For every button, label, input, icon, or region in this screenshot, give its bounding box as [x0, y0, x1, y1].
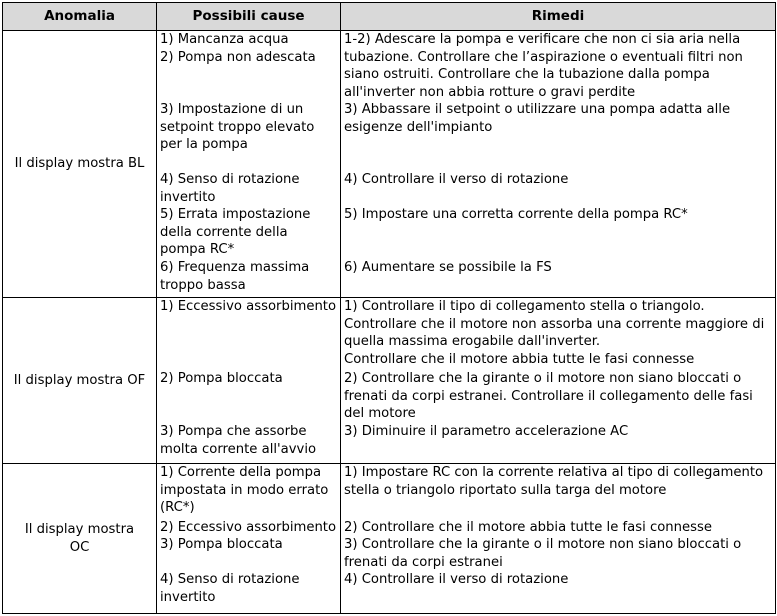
cause-item: 4) Senso di rotazione invertito [160, 572, 300, 605]
remedy-item: 4) Controllare il verso di rotazione [344, 172, 569, 187]
remedy-item: 1) Controllare il tipo di collegamento stella o triangolo. Controllare che il motore non assorba una corrente maggiore di quella massima erogabile dall'inverter. Controllare che il motore abbia tutte le fasi connesse [344, 299, 765, 367]
cause-item: 2) Pompa bloccata [160, 371, 283, 386]
cause-cell [157, 464, 341, 614]
troubleshooting-table [2, 2, 776, 614]
cause-item: 1) Corrente della pompa impostata in modo errato (RC*) [160, 465, 329, 515]
remedy-cell [341, 31, 776, 298]
remedy-item: 5) Impostare una corretta corrente della pompa RC* [344, 207, 688, 222]
table-row [3, 464, 776, 614]
remedy-cell [341, 298, 776, 464]
cause-item: 4) Senso di rotazione invertito [160, 172, 300, 205]
cause-item: 3) Pompa che assorbe molta corrente all'avvio [160, 424, 317, 457]
anomalia-cell [3, 464, 157, 614]
header-cause: Possibili cause [157, 3, 341, 31]
anomalia-cell: Il display mostra OF [3, 298, 157, 464]
cause-cell [157, 31, 341, 298]
header-rimedi: Rimedi [341, 3, 776, 31]
cause-item: 5) Errata impostazione della corrente della pompa RC* [160, 207, 311, 257]
cause-item: 3) Impostazione di un setpoint troppo elevato per la pompa [160, 102, 315, 152]
anomalia-text: Il display mostra OC [24, 522, 135, 555]
remedy-cell [341, 464, 776, 614]
header-row [3, 3, 776, 31]
table-row [3, 298, 776, 464]
remedy-item: 3) Abbassare il setpoint o utilizzare una pompa adatta alle esigenze dell'impianto [344, 102, 731, 135]
remedy-item: 6) Aumentare se possibile la FS [344, 260, 552, 275]
cause-item: 3) Pompa bloccata [160, 537, 283, 552]
header-anomalia: Anomalia [3, 3, 157, 31]
remedy-item: 1-2) Adescare la pompa e verificare che non ci sia aria nella tubazione. Controllare che l’aspirazione o eventuali filtri non siano ostruiti. Controllare che la tubazione dalla pompa all'inverter non abbia rotture o gravi perdite [344, 32, 743, 100]
cause-item: 1) Eccessivo assorbimento [160, 299, 337, 314]
remedy-item: 2) Controllare che la girante o il motore non siano bloccati o frenati da corpi estranei. Controllare il collegamento delle fasi del motore [344, 371, 753, 421]
cause-item: 6) Frequenza massima troppo bassa [160, 260, 310, 293]
remedy-item: 1) Impostare RC con la corrente relativa al tipo di collegamento stella o triangolo riportato sulla targa del motore [344, 465, 764, 498]
remedy-item: 3) Diminuire il parametro accelerazione AC [344, 424, 629, 439]
remedy-item: 4) Controllare il verso di rotazione [344, 572, 569, 587]
table-row [3, 31, 776, 298]
cause-item: 1) Mancanza acqua 2) Pompa non adescata [160, 32, 316, 65]
cause-cell [157, 298, 341, 464]
remedy-item: 2) Controllare che il motore abbia tutte le fasi connesse [344, 520, 712, 535]
remedy-item: 3) Controllare che la girante o il motore non siano bloccati o frenati da corpi estranei [344, 537, 742, 570]
cause-item: 2) Eccessivo assorbimento [160, 520, 337, 535]
anomalia-cell: Il display mostra BL [3, 31, 157, 298]
